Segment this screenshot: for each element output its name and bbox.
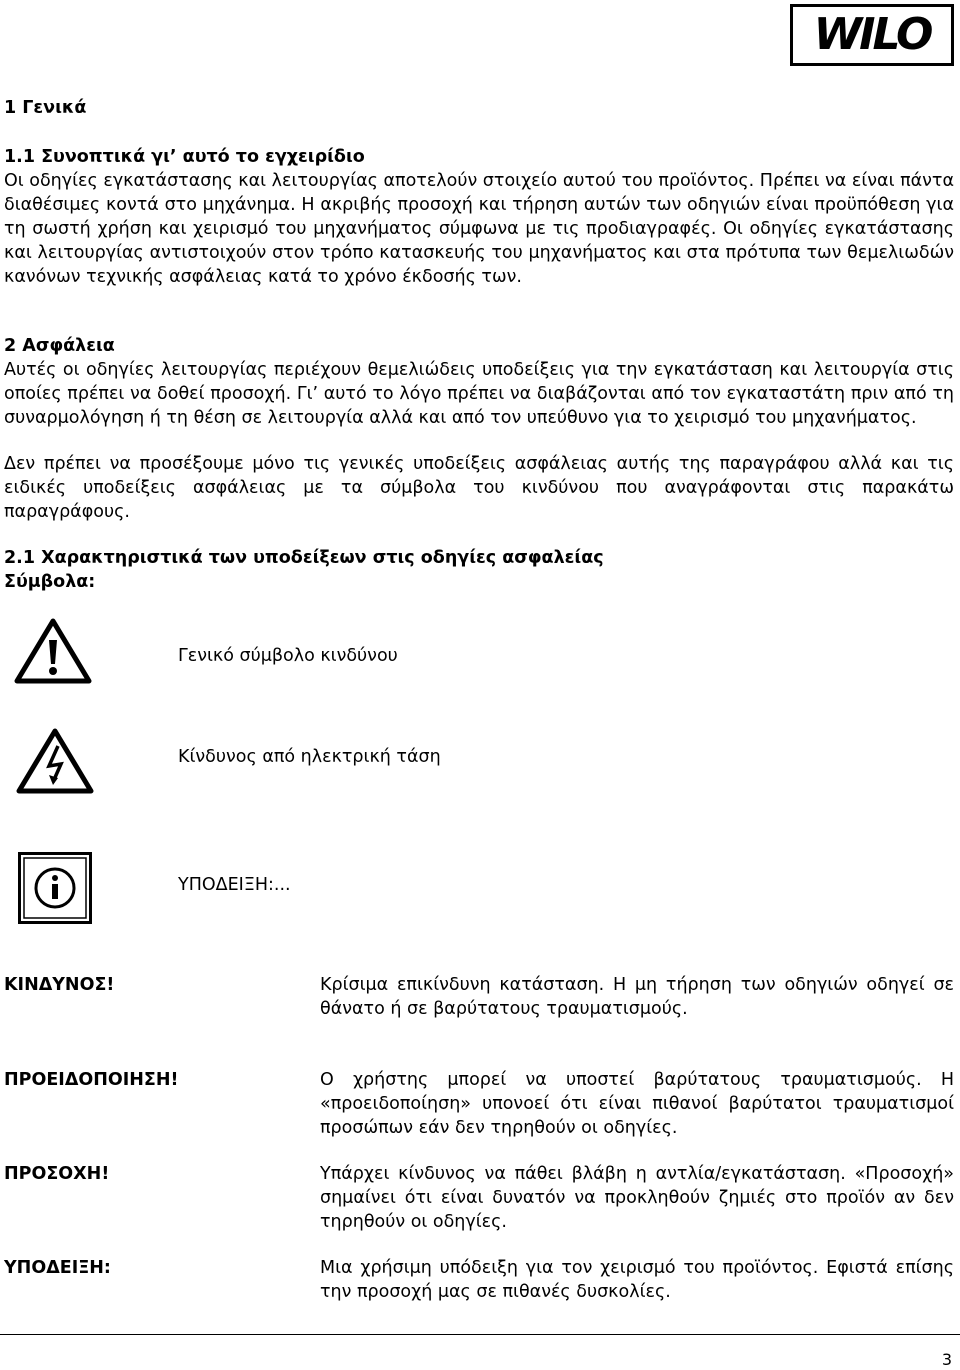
symbol-label-general-danger: Γενικό σύμβολο κινδύνου [178, 646, 398, 666]
wilo-logo: WILO [790, 4, 954, 66]
section-1-1-body: Οι οδηγίες εγκατάστασης και λειτουργίας αποτελούν στοιχείο αυτού του προϊόντος. Πρέπει να είναι πάντα διαθέσιμες κοντά στο μηχάνημα. Η ακριβής προσοχή και τήρηση αυτών των οδηγιών είναι προϋπόθεση για τη σωστή χρήση και χειρισμό του μηχανήματος σύμφωνα με τις προδιαγραφές. Οι οδηγίες εγκατάστασης και λειτουργίας αντιστοιχούν στον τρόπο κατασκευής του μηχανήματος και στα πρότυπα των θεμελιωδών κανόνων τεχνικής ασφάλειας κατά το χρόνο έκδοσής των. [4, 171, 954, 287]
symbol-label-electric-danger: Κίνδυνος από ηλεκτρική τάση [178, 747, 441, 767]
section-2-heading: 2 Ασφάλεια [4, 336, 115, 356]
warning-triangle-icon [14, 618, 92, 684]
term-note: ΥΠΟΔΕΙΞΗ: [4, 1258, 111, 1278]
section-1-heading: 1 Γενικά [4, 98, 87, 118]
electric-hazard-icon [16, 728, 94, 794]
symbols-heading: Σύμβολα: [4, 572, 96, 592]
term-danger: ΚΙΝΔΥΝΟΣ! [4, 975, 115, 995]
section-2-1-heading: 2.1 Χαρακτηριστικά των υποδείξεων στις οδηγίες ασφαλείας [4, 548, 604, 568]
desc-note: Μια χρήσιμη υπόδειξη για τον χειρισμό του προϊόντος. Εφιστά επίσης την προσοχή μας σε πιθανές δυσκολίες. [320, 1258, 954, 1302]
footer-divider [0, 1334, 960, 1335]
symbol-label-note: ΥΠΟΔΕΙΞΗ:... [178, 875, 291, 895]
section-1-1-heading: 1.1 Συνοπτικά γι’ αυτό το εγχειρίδιο [4, 147, 365, 167]
term-caution: ΠΡΟΣΟΧΗ! [4, 1164, 110, 1184]
section-2-body-1: Αυτές οι οδηγίες λειτουργίας περιέχουν θεμελιώδεις υποδείξεις για την εγκατάσταση και λειτουργία στις οποίες πρέπει να δοθεί προσοχή. Γι’ αυτό το λόγο πρέπει να διαβάζονται από τον εγκαταστάτη πριν από τη συναρμολόγηση ή τη θέση σε λειτουργία αλλά και από τον υπεύθυνο για το χειρισμό του μηχανήματος. [4, 360, 954, 428]
info-icon [18, 852, 92, 924]
desc-danger: Κρίσιμα επικίνδυνη κατάσταση. Η μη τήρηση των οδηγιών οδηγεί σε θάνατο ή σε βαρύτατους τραυματισμούς. [320, 975, 954, 1019]
term-warning: ΠΡΟΕΙΔΟΠΟΙΗΣΗ! [4, 1070, 179, 1090]
page-number: 3 [941, 1350, 952, 1369]
section-2-body-2: Δεν πρέπει να προσέξουμε μόνο τις γενικές υποδείξεις ασφάλειας αυτής της παραγράφου αλλά και τις ειδικές υποδείξεις ασφάλειας με τα σύμβολα του κινδύνου που αναγράφονται στις παρακάτω παραγράφους. [4, 454, 954, 522]
desc-warning: Ο χρήστης μπορεί να υποστεί βαρύτατους τραυματισμούς. Η «προειδοποίηση» υπονοεί ότι είναι πιθανοί βαρύτατοι τραυματισμοί προσώπων εάν δεν τηρηθούν οι οδηγίες. [320, 1070, 954, 1138]
desc-caution: Υπάρχει κίνδυνος να πάθει βλάβη η αντλία/εγκατάσταση. «Προσοχή» σημαίνει ότι είναι δυνατόν να προκληθούν ζημιές στο προϊόν αν δεν τηρηθούν οι οδηγίες. [320, 1164, 954, 1232]
